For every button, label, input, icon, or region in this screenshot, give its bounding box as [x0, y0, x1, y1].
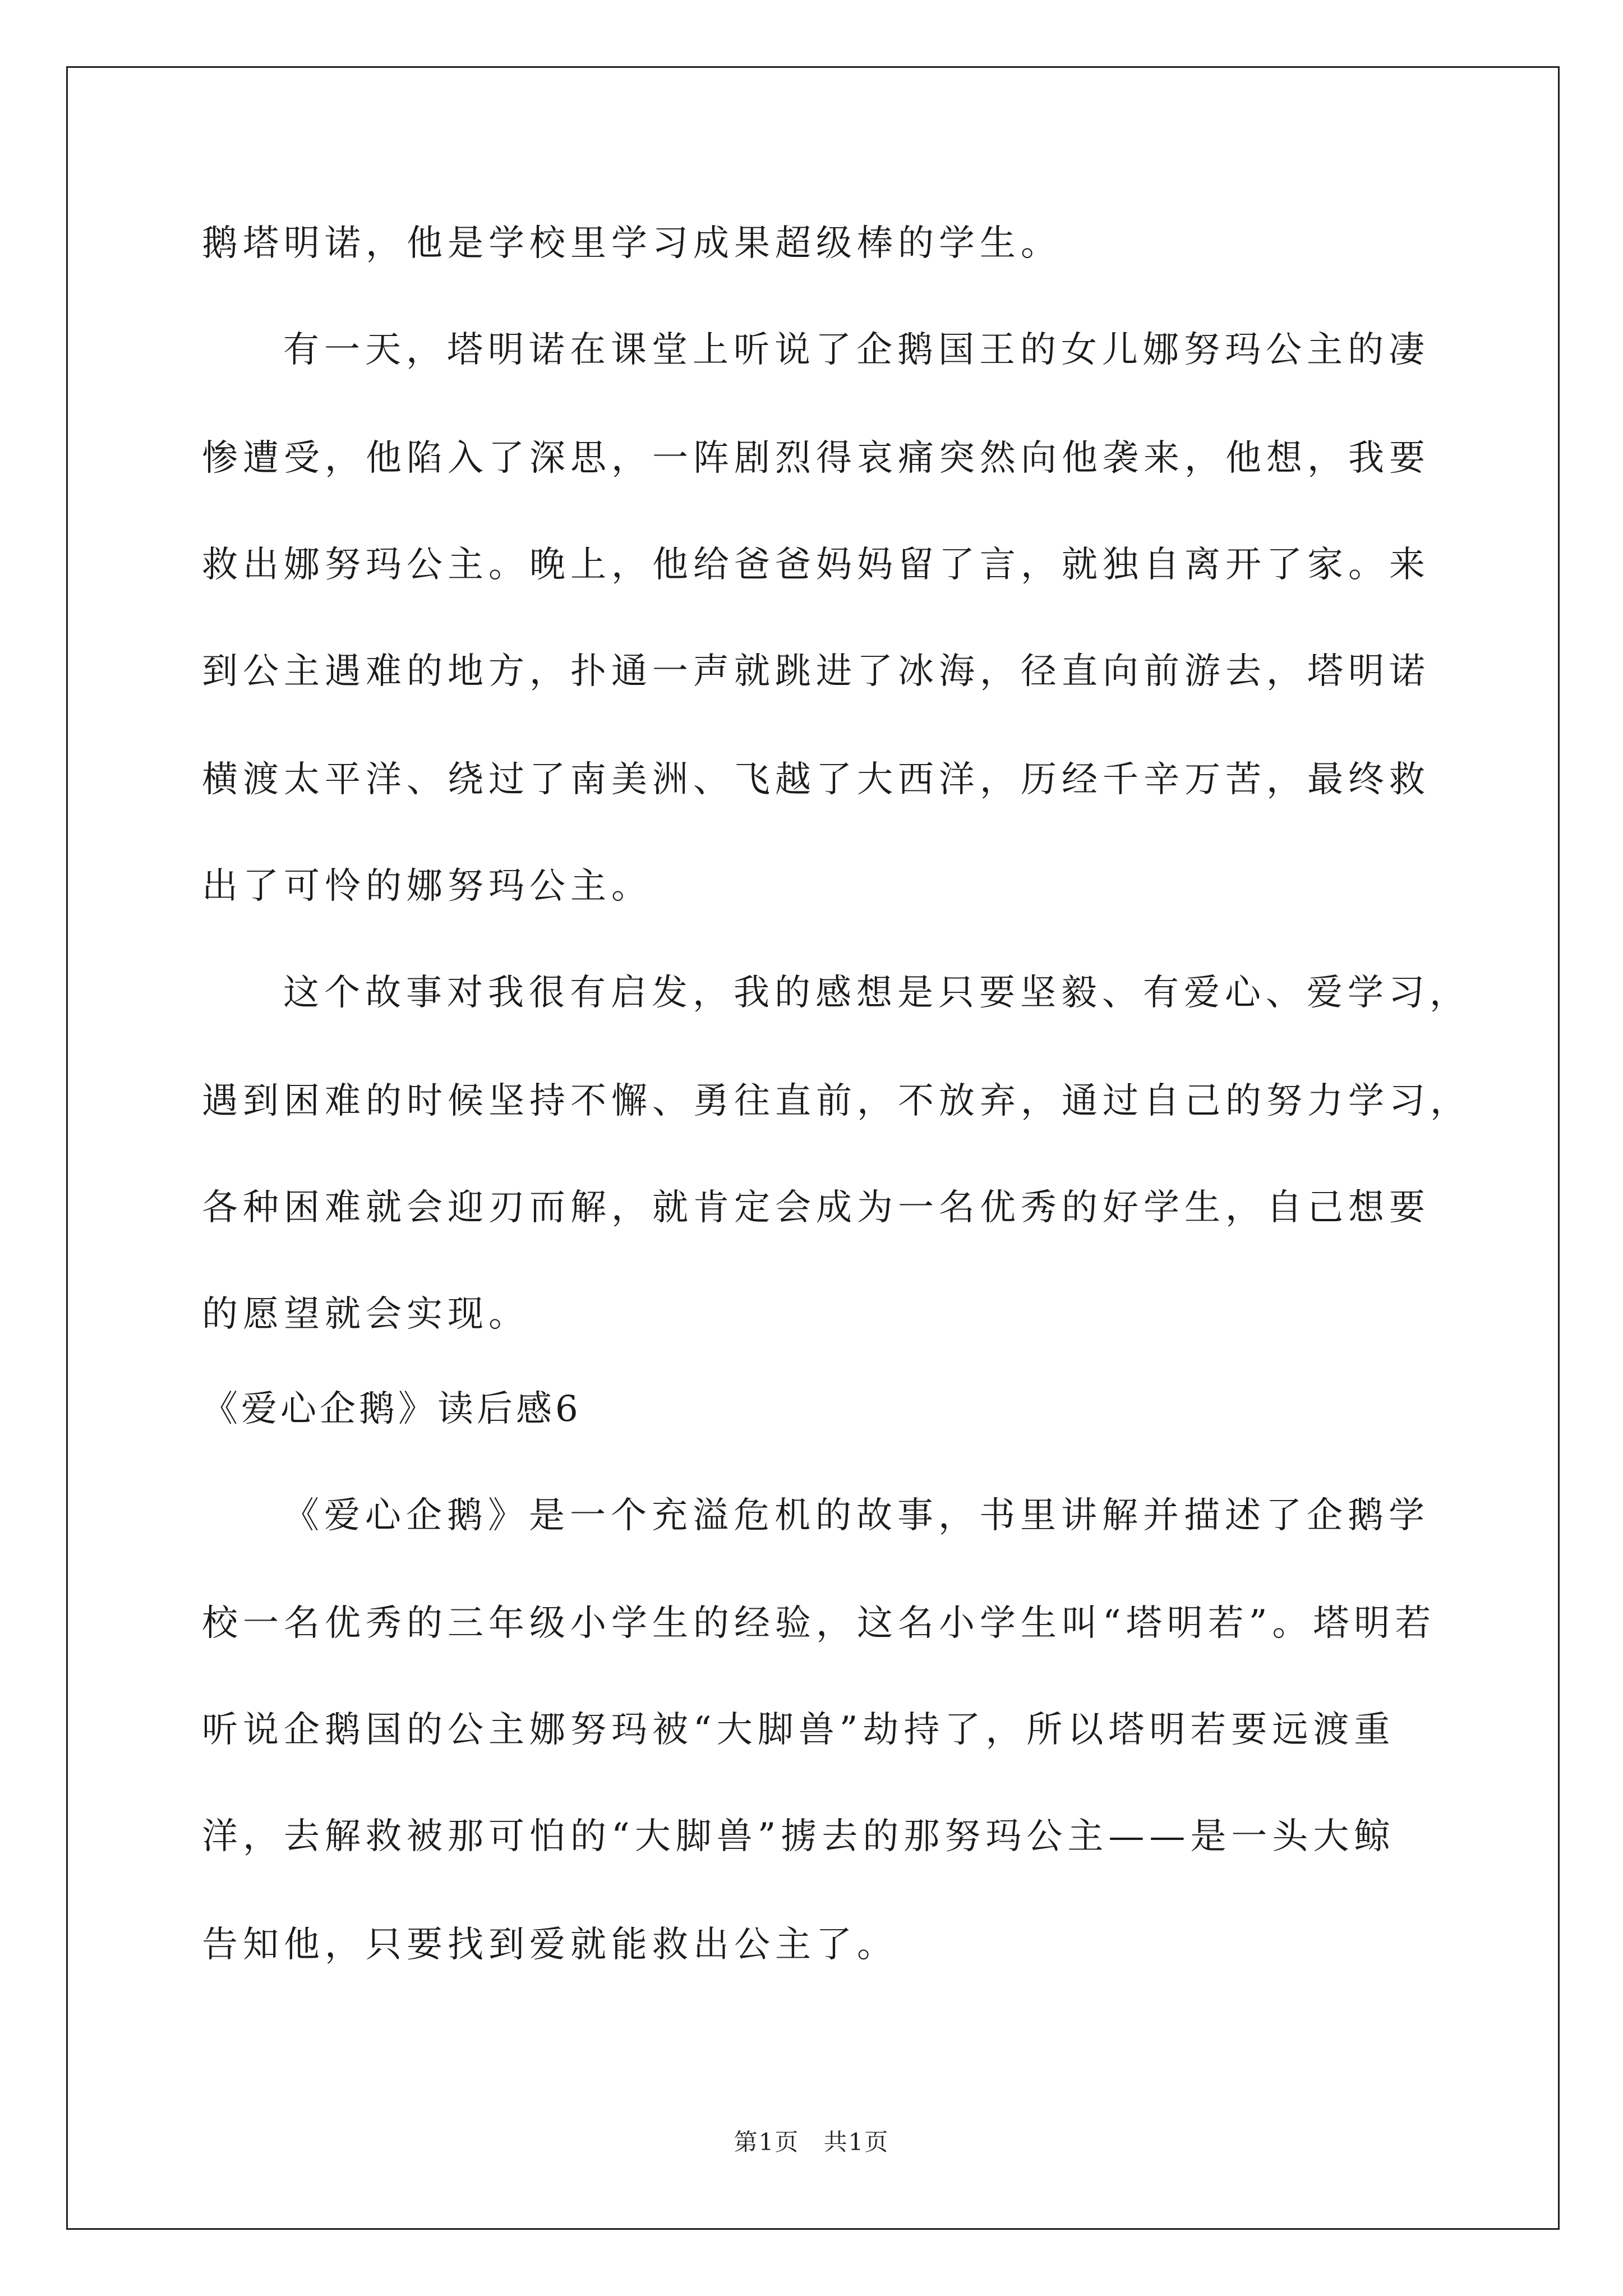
paragraph-line: 告知他，只要找到爱就能救出公主了。 [202, 1924, 898, 1966]
page-number: 第1页 [734, 2128, 800, 2156]
paragraph-line: 的愿望就会实现。 [202, 1294, 529, 1335]
paragraph-line: 各种困难就会迎刃而解，就肯定会成为一名优秀的好学生，自己想要 [202, 1187, 1430, 1228]
paragraph-line: 遇到困难的时候坚持不懈、勇往直前，不放弃，通过自己的努力学习， [202, 1080, 1471, 1122]
paragraph-line: 洋，去解救被那可怕的“大脚兽”掳去的那努玛公主——是一头大鲸 [202, 1816, 1395, 1857]
paragraph-line: 救出娜努玛公主。晚上，他给爸爸妈妈留了言，就独自离开了家。来 [202, 544, 1430, 586]
paragraph-line: 听说企鹅国的公主娜努玛被“大脚兽”劫持了，所以塔明若要远渡重 [202, 1709, 1395, 1751]
page-total: 共1页 [823, 2128, 889, 2156]
paragraph-line: 这个故事对我很有启发，我的感想是只要坚毅、有爱心、爱学习， [283, 972, 1470, 1014]
paragraph-line: 鹅塔明诺，他是学校里学习成果超级棒的学生。 [202, 223, 1062, 264]
paragraph-line: 有一天，塔明诺在课堂上听说了企鹅国王的女儿娜努玛公主的凄 [283, 329, 1430, 371]
paragraph-line: 惨遭受，他陷入了深思，一阵剧烈得哀痛突然向他袭来，他想，我要 [202, 438, 1430, 479]
paragraph-line: 《爱心企鹅》是一个充溢危机的故事，书里讲解并描述了企鹅学 [283, 1495, 1430, 1536]
paragraph-line: 到公主遇难的地方，扑通一声就跳进了冰海，径直向前游去，塔明诺 [202, 651, 1430, 692]
paragraph-line: 出了可怜的娜努玛公主。 [202, 866, 652, 907]
page-border [66, 66, 1560, 2230]
page-footer [0, 2128, 1623, 2156]
paragraph-line: 横渡太平洋、绕过了南美洲、飞越了大西洋，历经千辛万苦，最终救 [202, 759, 1430, 800]
section-heading: 《爱心企鹅》读后感6 [202, 1388, 582, 1430]
paragraph-line: 校一名优秀的三年级小学生的经验，这名小学生叫“塔明若”。塔明若 [202, 1603, 1436, 1644]
